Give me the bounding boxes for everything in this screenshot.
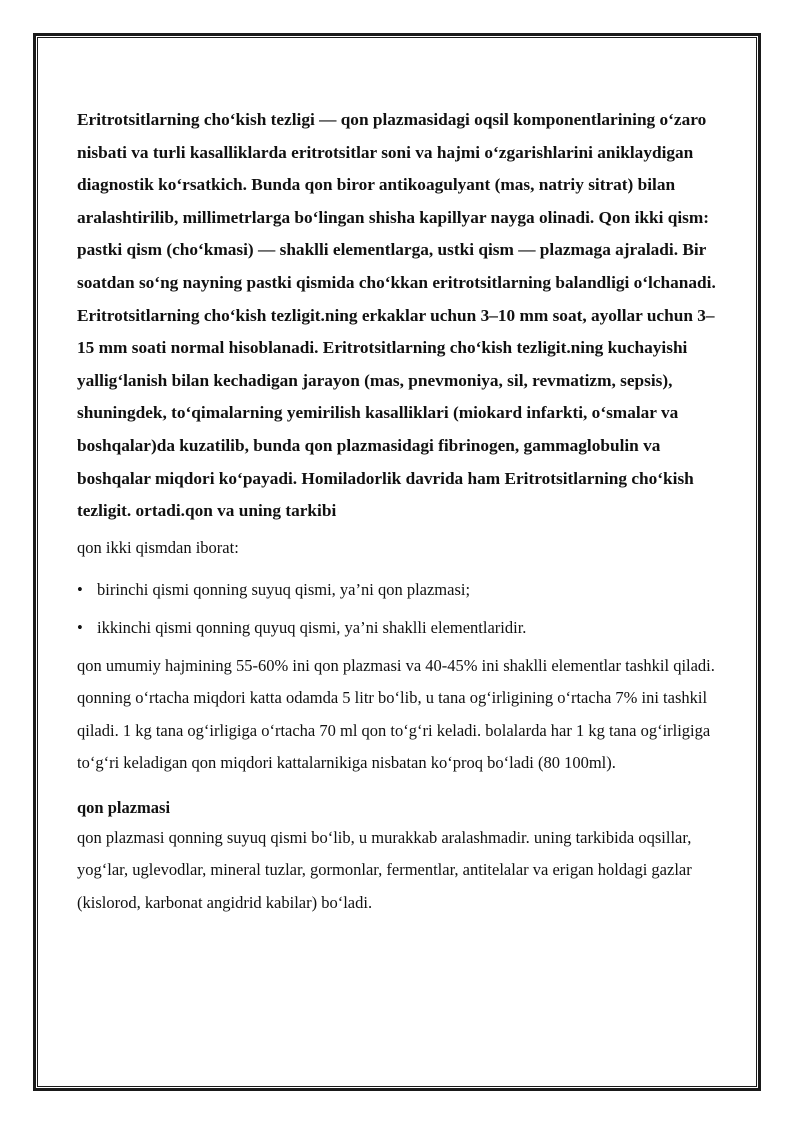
bullet-icon: •	[77, 617, 83, 637]
bullet-icon: •	[77, 580, 83, 600]
composition-paragraph: qon umumiy hajmining 55-60% ini qon plazmasi va 40-45% ini shaklli elementlar tashkil qiladi. qonning o‘rtacha miqdori katta odamda 5 litr bo‘lib, u tana og‘irligining o‘rtacha 7% ini tashkil qiladi. 1 kg tana og‘irligiga o‘rtacha 70 ml qon to‘g‘ri keladi. bolalarda har 1 kg tana og‘irligiga to‘g‘ri keladigan qon miqdori kattalarnikiga nisbatan ko‘proq bo‘ladi (80 100ml).	[77, 655, 715, 773]
bullet-list	[77, 574, 727, 644]
plasma-paragraph: qon plazmasi qonning suyuq qismi bo‘lib, u murakkab aralashmadir. uning tarkibida oqsillar, yog‘lar, uglevodlar, mineral tuzlar, gormonlar, fermentlar, antitelalar va erigan holdagi gazlar (kislorod, karbonat angidrid kabilar) bo‘ladi.	[77, 827, 692, 913]
list-item-text: birinchi qismi qonning suyuq qismi, ya’ni qon plazmasi;	[97, 580, 471, 600]
intro-paragraph: Eritrotsitlarning cho‘kish tezligi — qon plazmasidagi oqsil komponentlarining o‘zaro nisbati va turli kasalliklarda eritrotsitlar soni va hajmi o‘zgarishlarini aniklaydigan diagnostik ko‘rsatkich. Bunda qon biror antikoagulyant (mas, natriy sitrat) bilan aralashtirilib, millimetrlarga bo‘lingan shisha kapillyar nayga olinadi. Qon ikki qism: pastki qism (cho‘kmasi) — shaklli elementlarga, ustki qism — plazmaga ajraladi. Bir soatdan so‘ng nayning pastki qismida cho‘kkan eritrotsitlarning balandligi o‘lchanadi. Eritrotsitlarning cho‘kish tezligit.ning erkaklar uchun 3–10 mm soat, ayollar uchun 3–15 mm soati normal hisoblanadi. Eritrotsitlarning cho‘kish tezligit.ning kuchayishi yallig‘lanish bilan kechadigan jarayon (mas, pnevmoniya, sil, revmatizm, sepsis), shuningdek, to‘qimalarning yemirilish kasalliklari (miokard infarkti, o‘smalar va boshqalar)da kuzatilib, bunda qon plazmasidagi fibrinogen, gammaglobulin va boshqalar miqdori ko‘payadi. Homiladorlik davrida ham Eritrotsitlarning cho‘kish tezligit. ortadi.qon va uning tarkibi	[77, 110, 716, 521]
list-item	[77, 574, 727, 607]
list-item-text: ikkinchi qismi qonning quyuq qismi, ya’ni shaklli elementlaridir.	[97, 617, 527, 637]
document-body	[77, 104, 727, 920]
lead-line: qon ikki qismdan iborat:	[77, 537, 239, 557]
list-item	[77, 612, 727, 645]
section-heading: qon plazmasi	[77, 797, 171, 817]
